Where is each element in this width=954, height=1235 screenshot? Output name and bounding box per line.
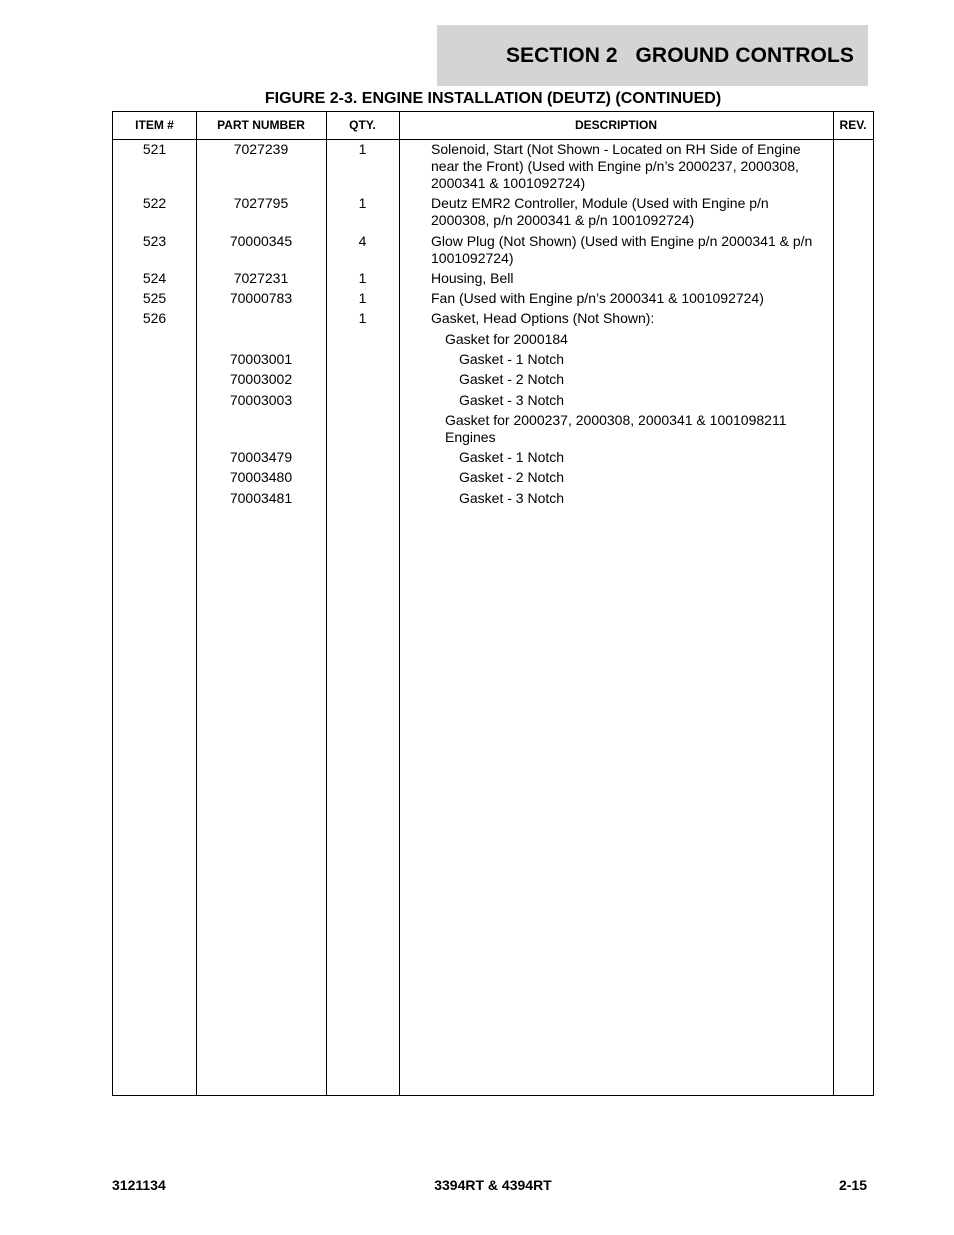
section-header xyxy=(437,25,868,86)
row-part-number: 70003479 xyxy=(229,449,293,465)
row-description: Gasket - 3 Notch xyxy=(459,490,565,506)
row-item-number: 524 xyxy=(142,270,167,286)
row-description: Housing, Bell xyxy=(431,270,514,286)
row-description: Gasket - 2 Notch xyxy=(459,469,565,485)
row-part-number: 70000345 xyxy=(229,233,293,249)
column-header-item: ITEM # xyxy=(135,118,174,132)
row-part-number: 70003480 xyxy=(229,469,293,485)
row-description: Gasket - 1 Notch xyxy=(459,351,565,367)
row-quantity: 1 xyxy=(358,141,367,157)
column-divider xyxy=(833,112,834,1095)
column-header-description: DESCRIPTION xyxy=(574,118,657,132)
row-quantity: 1 xyxy=(358,195,367,211)
row-part-number: 70000783 xyxy=(229,290,293,306)
row-description: Gasket - 1 Notch xyxy=(459,449,565,465)
row-item-number: 523 xyxy=(142,233,167,249)
row-item-number: 525 xyxy=(142,290,167,306)
row-description: Glow Plug (Not Shown) (Used with Engine p/n 2000341 & p/n 1001092724) xyxy=(431,233,813,266)
column-divider xyxy=(326,112,327,1095)
column-header-rev: REV. xyxy=(839,118,867,132)
row-part-number: 70003002 xyxy=(229,371,293,387)
row-description: Gasket - 2 Notch xyxy=(459,371,565,387)
row-description: Gasket, Head Options (Not Shown): xyxy=(431,310,655,326)
column-header-part-number: PART NUMBER xyxy=(217,118,305,132)
row-part-number: 70003003 xyxy=(229,392,293,408)
figure-title: FIGURE 2-3. ENGINE INSTALLATION (DEUTZ) (CONTINUED) xyxy=(264,90,722,107)
parts-table xyxy=(112,111,874,1096)
header-divider xyxy=(113,139,873,140)
row-description: Solenoid, Start (Not Shown - Located on RH Side of Engine near the Front) (Used with Engine p/n’s 2000237, 2000308, 2000341 & 1001092724) xyxy=(431,141,801,191)
row-quantity: 1 xyxy=(358,290,367,306)
row-quantity: 4 xyxy=(358,233,367,249)
row-quantity: 1 xyxy=(358,310,367,326)
column-divider xyxy=(196,112,197,1095)
row-item-number: 521 xyxy=(142,141,167,157)
row-part-number: 7027795 xyxy=(233,195,289,211)
footer-doc-number: 3121134 xyxy=(112,1177,166,1193)
row-description: Deutz EMR2 Controller, Module (Used with Engine p/n 2000308, p/n 2000341 & p/n 1001092724) xyxy=(431,195,769,228)
row-quantity: 1 xyxy=(358,270,367,286)
row-item-number: 522 xyxy=(142,195,167,211)
row-item-number: 526 xyxy=(142,310,167,326)
row-part-number: 7027239 xyxy=(233,141,289,157)
row-description: Gasket for 2000237, 2000308, 2000341 & 1001098211 Engines xyxy=(445,412,787,445)
row-part-number: 7027231 xyxy=(233,270,289,286)
row-description: Gasket for 2000184 xyxy=(445,331,568,347)
row-description: Fan (Used with Engine p/n’s 2000341 & 1001092724) xyxy=(431,290,764,306)
row-part-number: 70003001 xyxy=(229,351,293,367)
footer-models: 3394RT & 4394RT xyxy=(434,1177,552,1193)
footer-page-number: 2-15 xyxy=(838,1177,867,1193)
column-divider xyxy=(399,112,400,1095)
column-header-qty: QTY. xyxy=(349,118,376,132)
row-description: Gasket - 3 Notch xyxy=(459,392,565,408)
section-title: SECTION 2 GROUND CONTROLS xyxy=(505,43,854,67)
row-part-number: 70003481 xyxy=(229,490,293,506)
